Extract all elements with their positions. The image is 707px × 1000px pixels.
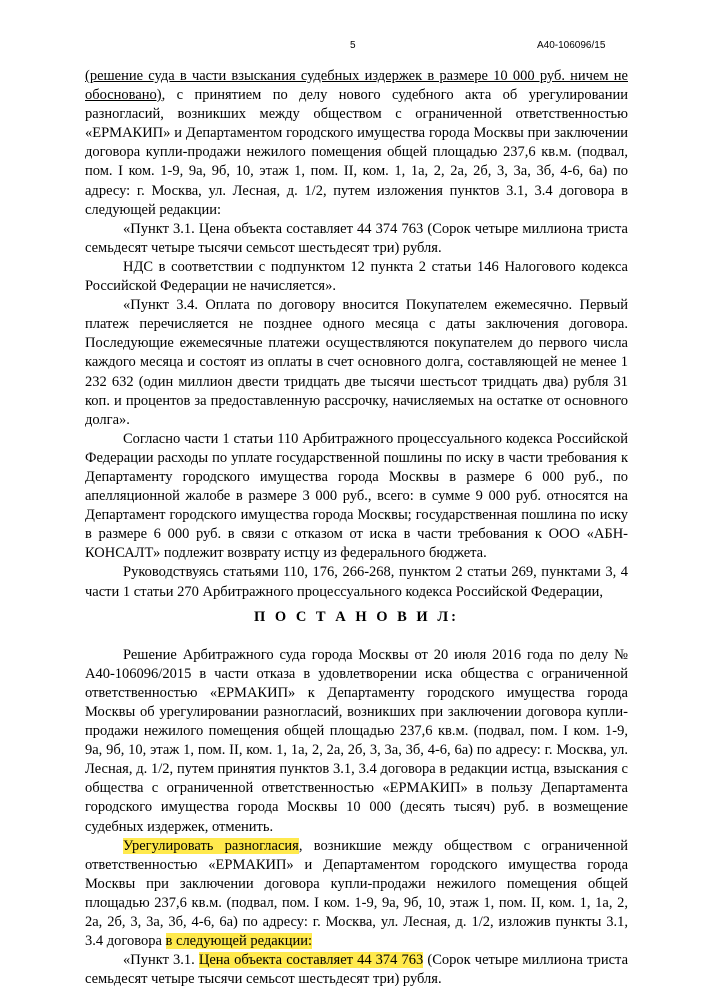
paragraph-clause-3-4: «Пункт 3.4. Оплата по договору вносится Покупателем ежемесячно. Первый платеж перечисляется не позднее одного месяца с даты заключения договора. Последующие ежемесячные платежи осуществляются покупателем до первого числа каждого месяца и состоят из оплаты в счет основного долга, составляющей не менее 1 232 632 (один миллион двести тридцать две тысячи шестьсот тридцать два) рубля 31 коп. и процентов за предоставленную рассрочку, начисляемых на остатке от основного долга». xyxy=(85,297,628,428)
paragraph-vat: НДС в соответствии с подпунктом 12 пункта 2 статьи 146 Налогового кодекса Российской Федерации не начисляется». xyxy=(85,258,628,295)
highlight-next-edition: в следующей редакции: xyxy=(165,933,313,950)
paragraph-settle-text: , возникшие между обществом с ограниченной ответственностью «ЕРМАКИП» и Департаментом городского имущества города Москвы при заключении договора купли-продажи нежилого помещения общей площадью 237,6 кв.м. (подвал, пом. I ком. 1-9, 9а, 9б, 10, этаж 1, пом. II, ком. 1, 1а, 2, 2а, 2б, 3, 3а, 3б, 4-6, 6а) по адресу: г. Москва, ул. Лесная, д. 1/2, изложив пункты 3.1, 3.4 договора xyxy=(85,837,628,950)
paragraph-final-clause-3-1 xyxy=(85,951,628,989)
paragraph-1-text: , с принятием по делу нового судебного акта об урегулировании разногласий, возникших между обществом с ограниченной ответственностью «ЕРМАКИП» и Департаментом городского имущества города Москвы при заключении договора купли-продажи нежилого помещения общей площадью 237,6 кв.м. (подвал, пом. I ком. 1-9, 9а, 9б, 10, этаж 1, пом. II, ком. 1, 1а, 2, 2а, 2б, 3, 3а, 3б, 4-6, 6а) по адресу: г. Москва, ул. Лесная, д. 1/2, путем изложения пунктов 3.1, 3.4 договора в следующей редакции: xyxy=(85,87,628,218)
paragraph-1 xyxy=(85,67,628,220)
paragraph-state-duty: Согласно части 1 статьи 110 Арбитражного процессуального кодекса Российской Федерации расходы по уплате государственной пошлины по иску в части требования к Департаменту городского имущества города Москвы в размере 6 000 руб., по апелляционной жалобе в размере 3 000 руб., всего: в сумме 9 000 руб. относятся на Департамент городского имущества города Москвы; государственная пошлина по иску в размере 6 000 руб. в связи с отказом от иска в части требования к ООО «АБН-КОНСАЛТ» подлежит возврату истцу из федерального бюджета. xyxy=(85,430,628,562)
paragraph-settle-disputes xyxy=(85,837,628,952)
paragraph-clause-3-1: «Пункт 3.1. Цена объекта составляет 44 374 763 (Сорок четыре миллиона триста семьдесят четыре тысячи семьсот шестьдесят три) рубля. xyxy=(85,220,628,256)
case-number: А40-106096/15 xyxy=(537,40,606,51)
underlined-note: (решение суда в части взыскания судебных издержек в размере 10 000 руб. ничем не обосновано) xyxy=(85,68,628,104)
page-number: 5 xyxy=(350,40,356,51)
highlight-price: Цена объекта составляет 44 374 763 xyxy=(198,952,424,969)
highlight-settle: Урегулировать разногласия xyxy=(123,837,299,854)
document-body xyxy=(85,67,628,989)
clause-prefix: «Пункт 3.1. xyxy=(123,952,199,969)
clause-suffix: (Сорок четыре миллиона триста семьдесят четыре тысячи семьсот шестьдесят три) рубля. xyxy=(85,952,629,988)
paragraph-guided-by: Руководствуясь статьями 110, 176, 266-268, пунктом 2 статьи 269, пунктами 3, 4 части 1 статьи 270 Арбитражного процессуального кодекса Российской Федерации, xyxy=(85,564,628,600)
resolution-title: П О С Т А Н О В И Л: xyxy=(254,608,459,625)
paragraph-decision-cancel: Решение Арбитражного суда города Москвы от 20 июля 2016 года по делу № А40-106096/2015 в части отказа в удовлетворении иска общества с ограниченной ответственностью «ЕРМАКИП» к Департаменту городского имущества города Москвы об урегулировании разногласий, возникших при заключении договора купли-продажи нежилого помещения общей площадью 237,6 кв.м. (подвал, пом. I ком. 1-9, 9а, 9б, 10, этаж 1, пом. II, ком. 1, 1а, 2, 2а, 2б, 3, 3а, 3б, 4-6, 6а) по адресу: г. Москва, ул. Лесная, д. 1/2, путем принятия пунктов 3.1, 3.4 договора в редакции истца, взыскания с общества с ограниченной ответственностью «ЕРМАКИП» в пользу Департамента городского имущества города Москвы 10 000 (десять тысяч) руб. в возмещение судебных издержек, отменить. xyxy=(85,646,628,835)
